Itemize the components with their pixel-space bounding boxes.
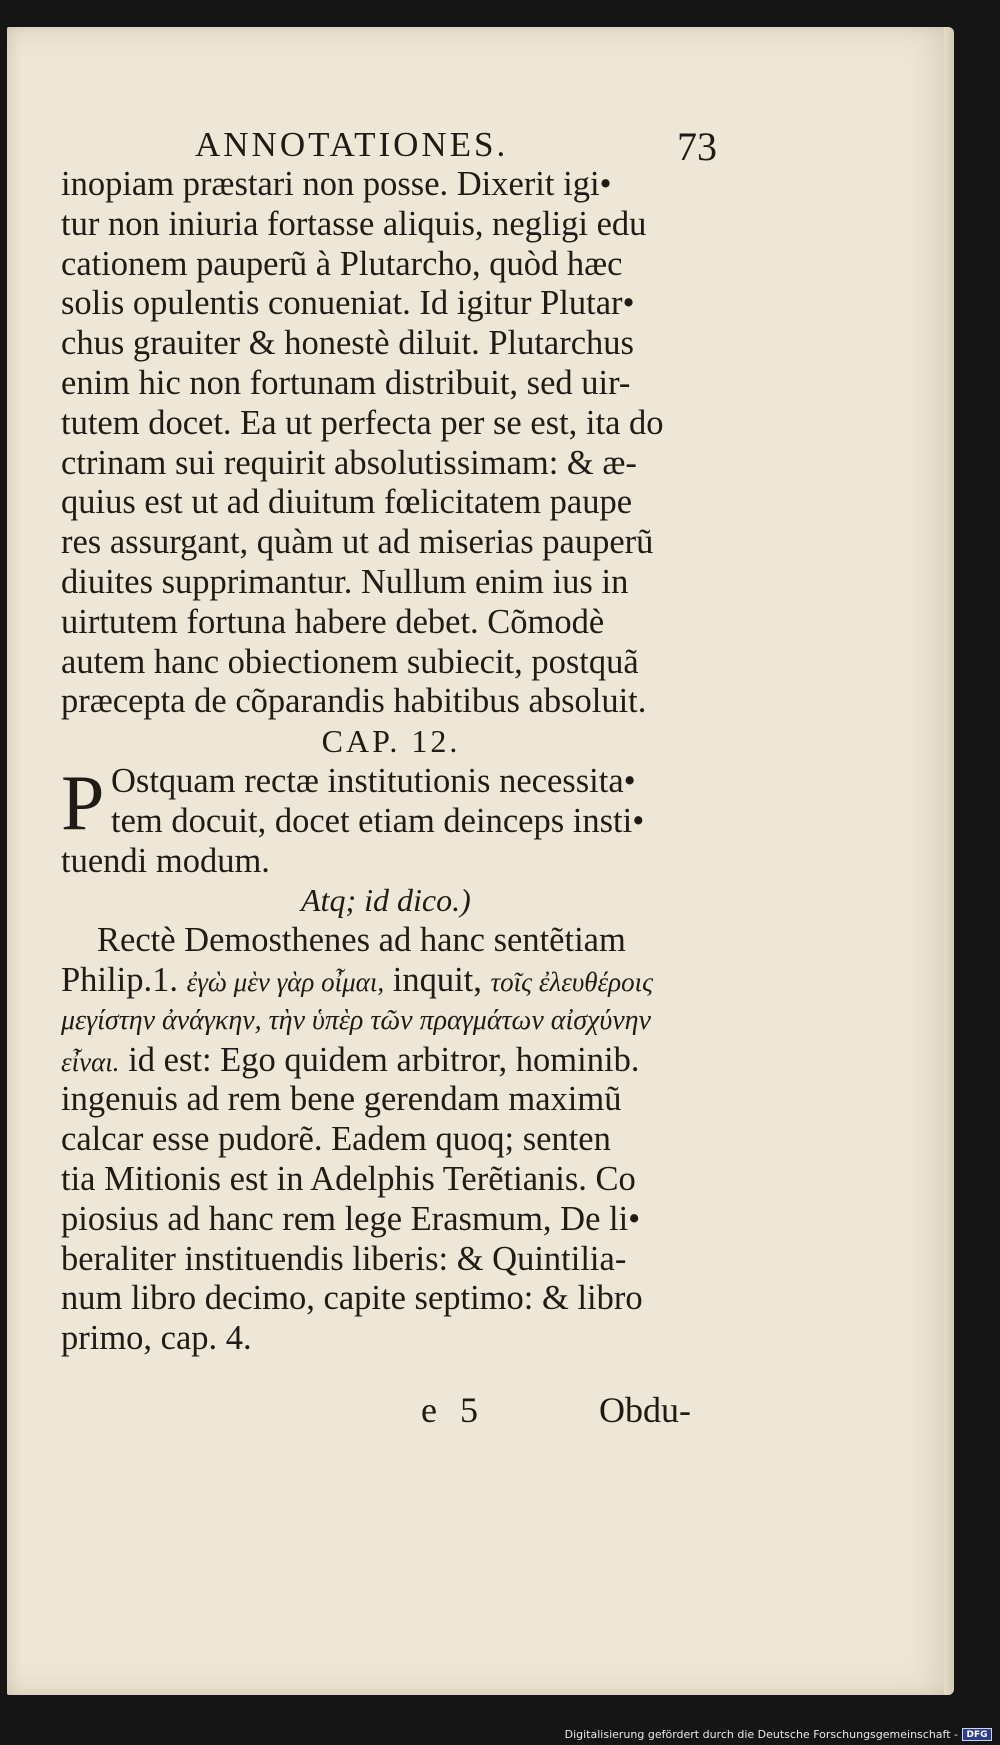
text-line: calcar esse pudorẽ. Eadem quoq; senten [61, 1120, 611, 1159]
text-line: cationem pauperũ à Plutarcho, quòd hæc [61, 244, 623, 283]
citation-prefix: Philip.1. [61, 960, 187, 999]
text-line: Ostquam rectæ institutionis necessita• [111, 761, 636, 800]
page-edge-shading [944, 27, 954, 1695]
text-line: tia Mitionis est in Adelphis Terẽtianis. Co [61, 1159, 636, 1198]
text-line: tutem docet. Ea ut perfecta per se est, ita do [61, 403, 664, 442]
text-line: tuendi modum. [61, 841, 270, 880]
chapter-opening [61, 758, 721, 881]
text-line: solis opulentis conueniat. Id igitur Plutar• [61, 284, 635, 323]
text-line: primo, cap. 4. [61, 1319, 252, 1358]
dfg-logo: DFG [962, 1728, 992, 1741]
text-line: præcepta de cõparandis habitibus absoluit. [61, 682, 647, 721]
text-line-with-greek [61, 1041, 721, 1081]
paragraph-2 [61, 1080, 721, 1359]
text-line: Rectè Demosthenes ad hanc sentẽtiam [97, 921, 626, 960]
text-line: chus grauiter & honestè diluit. Plutarchus [61, 324, 634, 363]
chapter-heading: CAP. 12. [321, 723, 461, 760]
greek-quote: ἐγὼ μὲν γὰρ οἶμαι, [186, 966, 385, 997]
text-line: diuites supprimantur. Nullum enim ius in [61, 562, 629, 601]
translation-text: id est: Ego quidem arbitror, hominib. [119, 1040, 640, 1079]
digitization-footer [0, 1723, 1000, 1745]
text-line: autem hanc obiectionem subiecit, postquã [61, 642, 639, 681]
paragraph-1 [61, 165, 721, 722]
text-line-with-greek [61, 961, 721, 1001]
drop-cap-initial: P [61, 758, 105, 846]
lemma-citation: Atq; id dico.) [301, 882, 471, 919]
catchword: Obdu- [599, 1390, 691, 1430]
text-line: tur non iniuria fortasse aliquis, negligi edu [61, 204, 647, 243]
inquit-word: inquit, [384, 960, 491, 999]
running-head: ANNOTATIONES. [195, 125, 509, 164]
book-page [7, 27, 954, 1695]
text-line: uirtutem fortuna habere debet. Cõmodè [61, 602, 605, 641]
text-line: quius est ut ad diuitum fœlicitatem paupe [61, 483, 633, 522]
greek-quote: εἶναι. [61, 1046, 120, 1077]
footer-credit: Digitalisierung gefördert durch die Deutsche Forschungsgemeinschaft - [564, 1728, 958, 1741]
text-line: inopiam præstari non posse. Dixerit igi• [61, 165, 612, 203]
text-line: tem docuit, docet etiam deinceps insti• [111, 801, 645, 840]
greek-quote: τοῖς ἐλευθέροις [490, 966, 654, 997]
text-line: piosius ad hanc rem lege Erasmum, De li• [61, 1199, 641, 1238]
text-line: beraliter instituendis liberis: & Quintilia- [61, 1239, 627, 1278]
text-line: res assurgant, quàm ut ad miserias pauperũ [61, 523, 654, 562]
main-text-block [61, 165, 721, 1359]
page-number: 73 [677, 124, 717, 169]
text-line: ingenuis ad rem bene gerendam maximũ [61, 1080, 622, 1119]
signature-mark: e 5 [421, 1390, 478, 1430]
greek-line: μεγίστην ἀνάγκην, τὴν ὑπὲρ τῶν πραγμάτων αἰσχύνην [61, 1004, 651, 1036]
text-line: ctrinam sui requirit absolutissimam: & æ- [61, 443, 637, 482]
text-line: enim hic non fortunam distribuit, sed uir- [61, 363, 631, 402]
text-line: num libro decimo, capite septimo: & libro [61, 1279, 643, 1318]
